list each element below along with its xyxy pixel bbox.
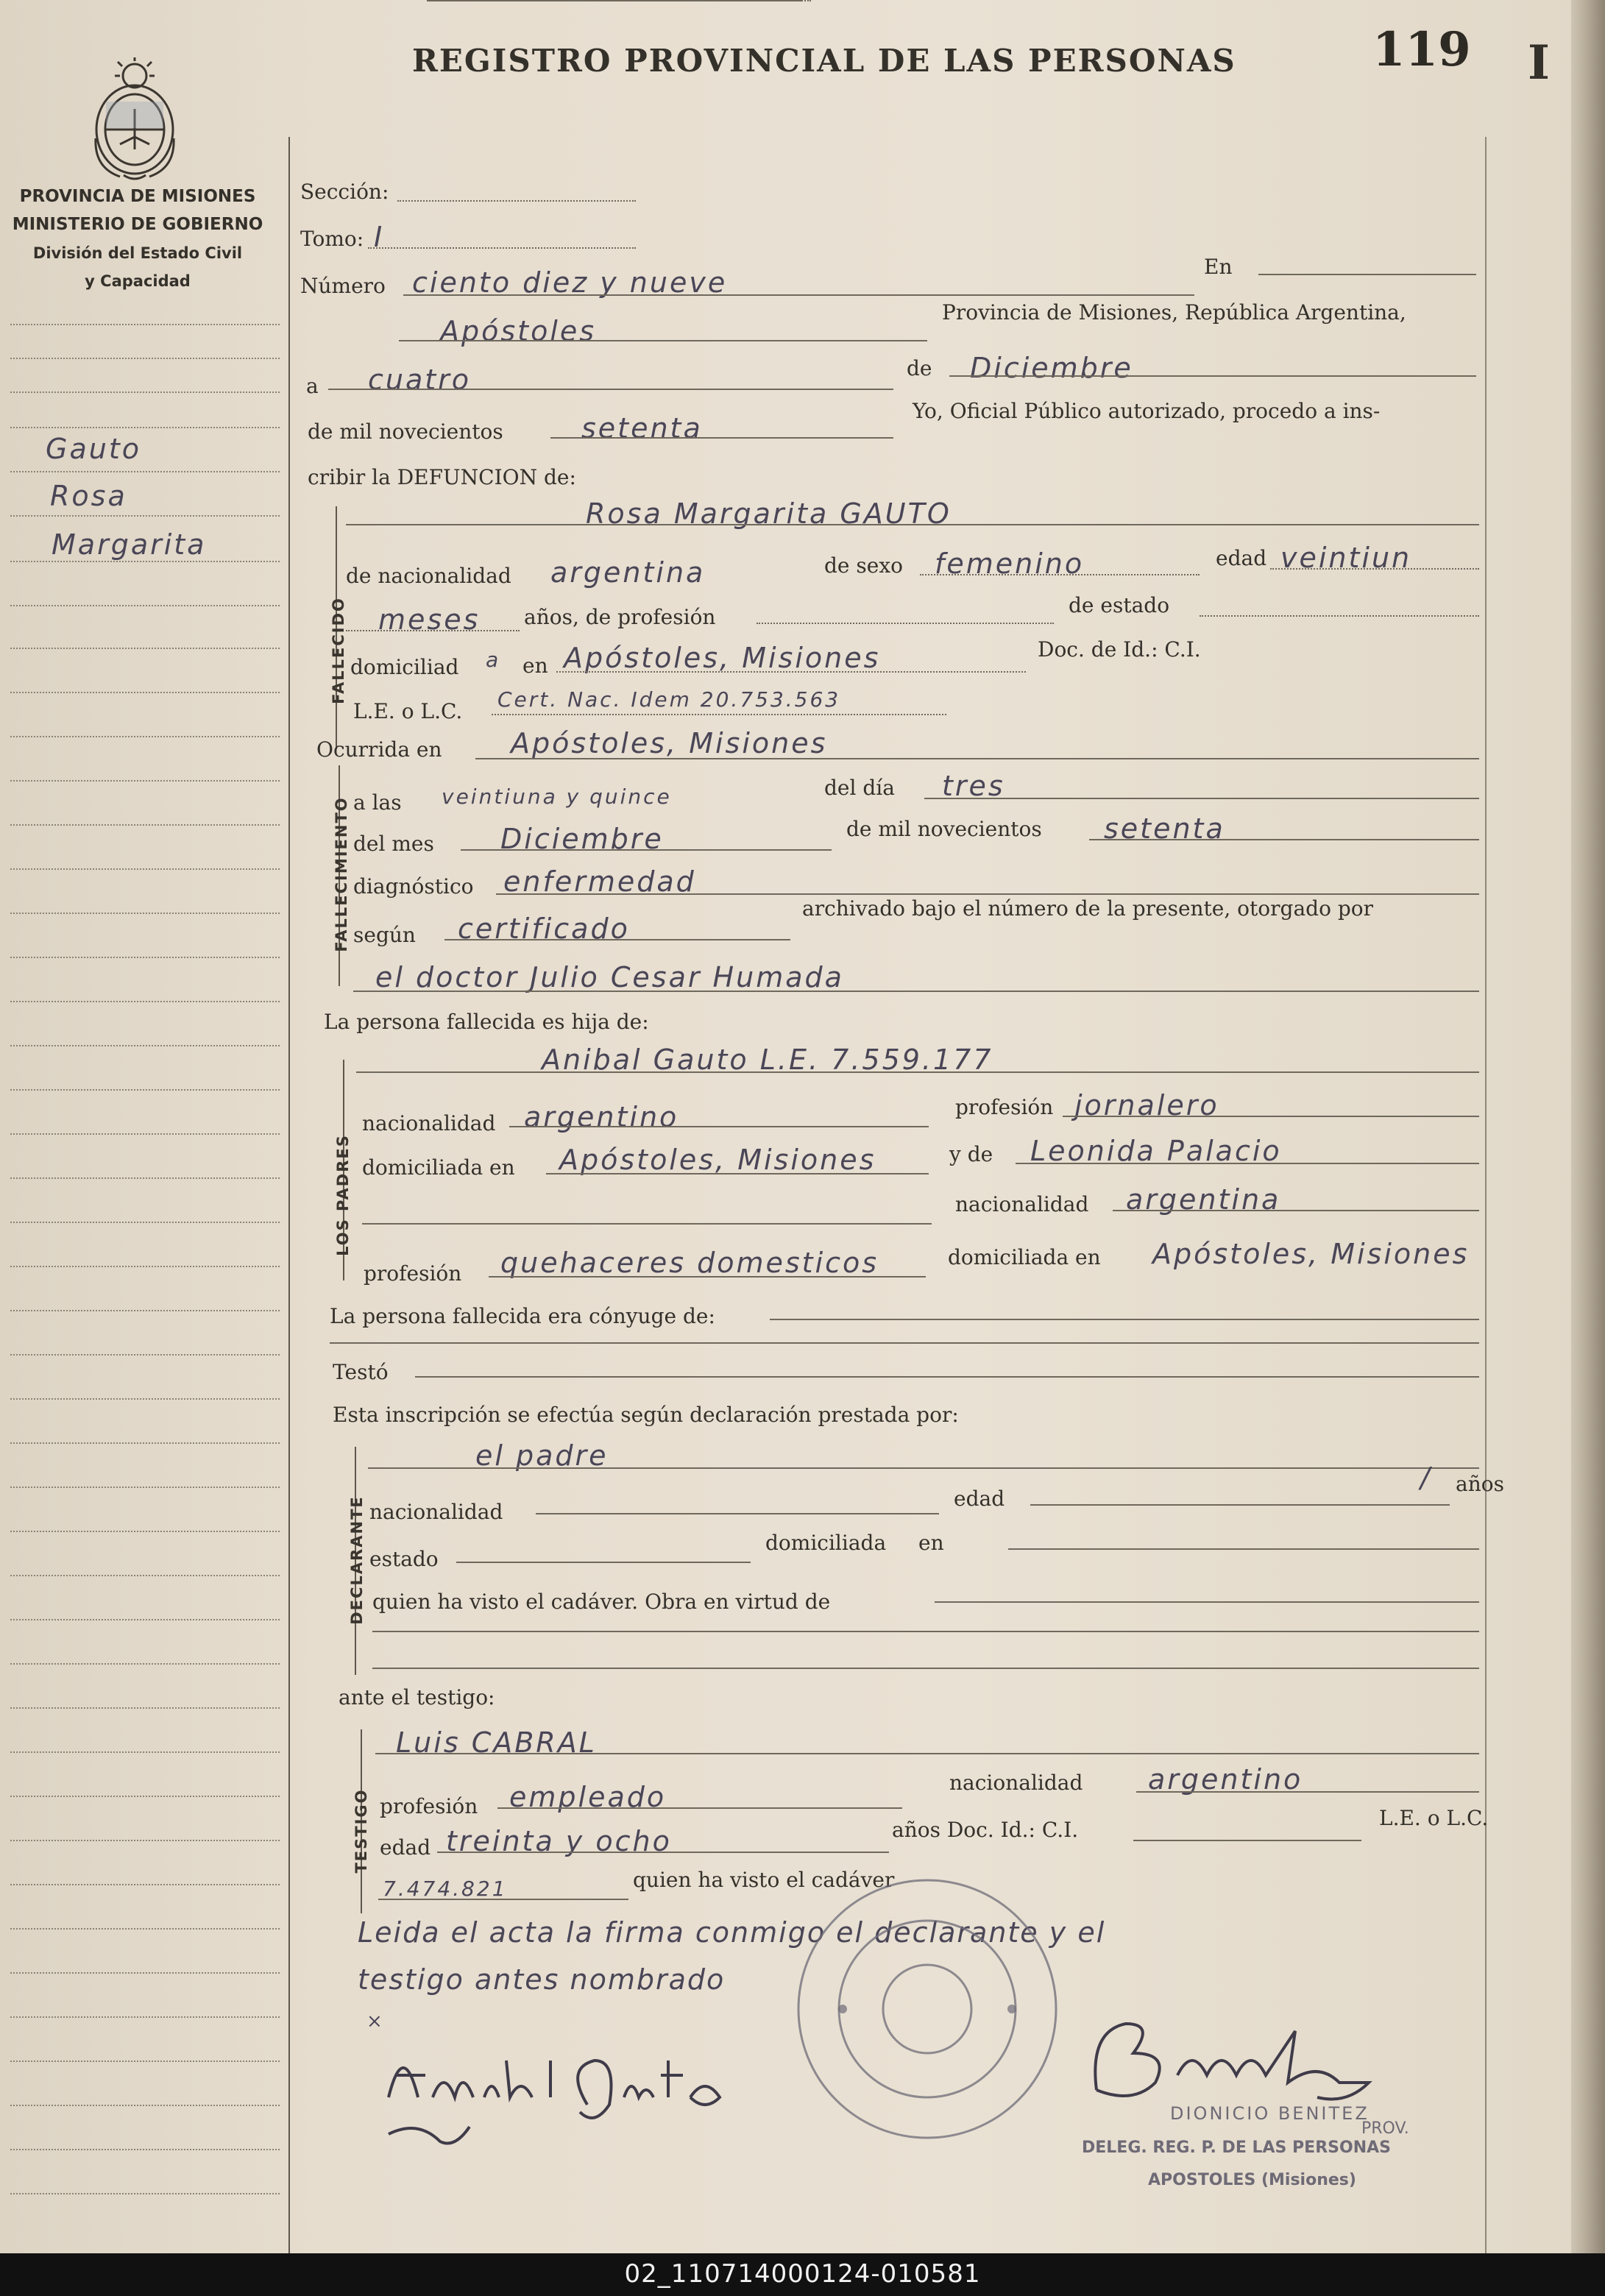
testigo-nacionalidad: argentino: [1148, 1763, 1303, 1796]
fallecido-le-label: L.E. o L.C.: [353, 699, 463, 723]
declarante-visto-text: quien ha visto el cadáver. Obra en virtud de: [372, 1590, 831, 1614]
fallecido-domiciliado-label: domiciliad: [350, 655, 459, 679]
seccion-label: Sección:: [300, 180, 389, 204]
fallecido-sexo: femenino: [935, 548, 1085, 580]
ministry-header: MINISTERIO DE GOBIERNO: [12, 215, 263, 234]
declarante-domiciliada-label: domiciliada: [765, 1531, 887, 1555]
dia-value: tres: [942, 770, 1005, 802]
madre-profesion: quehaceres domesticos: [500, 1247, 879, 1279]
diagnostico-label: diagnóstico: [353, 874, 474, 899]
closing-text-line2: testigo antes nombrado: [358, 1963, 726, 1996]
testigo-le-label: L.E. o L.C.: [1379, 1806, 1489, 1830]
conyuge-label: La persona fallecida era cónyuge de:: [330, 1304, 715, 1328]
declarante-edad-value: /: [1420, 1461, 1432, 1494]
madre-y-de-label: y de: [949, 1142, 993, 1166]
signature-mark: ×: [366, 2010, 383, 2033]
testigo-nombre: Luis CABRAL: [396, 1726, 597, 1759]
official-seal: [787, 1869, 1067, 2149]
stamp-prov: PROV.: [1361, 2119, 1409, 2138]
hora-label: a las: [353, 790, 402, 815]
numero-label: Número: [300, 274, 386, 298]
archivado-text: archivado bajo el número de la presente, otorgado por: [802, 896, 1373, 921]
madre-nacionalidad: argentina: [1126, 1183, 1281, 1216]
fallecido-section-label: FALLECIDO: [330, 597, 347, 704]
testigo-section-label: TESTIGO: [352, 1788, 370, 1874]
declarante-signature-drawing: [374, 2016, 757, 2164]
dia-value: cuatro: [368, 364, 472, 396]
page-binding-edge: [1571, 0, 1605, 2253]
madre-domicilio: Apóstoles, Misiones: [1152, 1238, 1470, 1270]
a-label: a: [306, 374, 319, 398]
capacity-header: y Capacidad: [85, 272, 191, 290]
folio-number: 119: [1372, 22, 1471, 77]
fallecimiento-section-label: FALLECIMIENTO: [333, 796, 350, 952]
declaracion-intro: Esta inscripción se efectúa según declaración prestada por:: [333, 1403, 959, 1427]
madre-nacionalidad-label: nacionalidad: [955, 1192, 1089, 1216]
mes-label: del mes: [353, 832, 434, 856]
padre-profesion-label: profesión: [955, 1095, 1054, 1119]
provincia-text: Provincia de Misiones, República Argentina,: [942, 300, 1406, 325]
closing-text-line1: Leida el acta la firma conmigo el declarante y el: [358, 1916, 1106, 1949]
numero-value: ciento diez y nueve: [412, 266, 728, 299]
testigo-anios-doc-label: años Doc. Id.: C.I.: [892, 1818, 1079, 1842]
lugar-value: Apóstoles: [440, 315, 597, 347]
fallecido-edad-label: edad: [1216, 546, 1267, 570]
padres-section-label: LOS PADRES: [334, 1134, 352, 1256]
province-header: PROVINCIA DE MISIONES: [19, 187, 256, 206]
hora-value: veintiuna y quince: [442, 784, 672, 809]
fallecido-domiciliado-suffix: a: [486, 648, 501, 672]
mes-value: Diciembre: [970, 352, 1133, 384]
ocurrida-value: Apóstoles, Misiones: [511, 727, 828, 759]
testigo-nacionalidad-label: nacionalidad: [949, 1771, 1083, 1795]
inscribir-text: cribir la DEFUNCION de:: [308, 465, 576, 489]
fallecido-estado-label: de estado: [1069, 593, 1170, 617]
testigo-profesion-label: profesión: [380, 1794, 478, 1818]
anio-value: setenta: [581, 412, 703, 444]
segun-label: según: [353, 923, 416, 947]
testigo-visto-label: quien ha visto el cadáver: [633, 1868, 895, 1892]
file-identifier: 02_110714000124-010581: [624, 2259, 981, 2289]
fallecido-nombre: Rosa Margarita GAUTO: [586, 497, 952, 530]
declarante-nacionalidad-label: nacionalidad: [369, 1500, 503, 1524]
padre-domiciliada-label: domiciliada en: [362, 1155, 515, 1180]
tomo-value: I: [374, 221, 385, 253]
declarante-edad-label: edad: [954, 1487, 1005, 1511]
coat-of-arms-emblem: [79, 57, 190, 183]
testigo-edad: treinta y ocho: [446, 1825, 672, 1857]
fallecimiento-anio-label: de mil novecientos: [846, 817, 1042, 841]
declarante-estado-label: estado: [369, 1547, 439, 1571]
mes-value: Diciembre: [500, 823, 664, 855]
fallecido-edad: veintiun: [1280, 542, 1412, 574]
fallecido-sexo-label: de sexo: [824, 553, 903, 578]
stamp-name: DIONICIO BENITEZ: [1170, 2103, 1370, 2124]
oficial-text: Yo, Oficial Público autorizado, procedo a ins-: [913, 399, 1381, 423]
padres-intro: La persona fallecida es hija de:: [324, 1010, 649, 1034]
madre-value: Leonida Palacio: [1030, 1135, 1282, 1167]
padre-nacionalidad: argentino: [524, 1101, 679, 1133]
fallecido-nacionalidad-label: de nacionalidad: [346, 564, 511, 588]
division-header: División del Estado Civil: [32, 244, 243, 262]
fallecido-anios-profesion-label: años, de profesión: [524, 605, 716, 629]
testigo-profesion: empleado: [509, 1781, 667, 1813]
anio-prefix: de mil novecientos: [308, 419, 503, 444]
dia-label: del día: [824, 776, 895, 800]
padre-profesion: jornalero: [1074, 1089, 1219, 1122]
margin-surname: Gauto: [46, 433, 141, 465]
padre-domicilio: Apóstoles, Misiones: [559, 1144, 876, 1176]
testigo-le-value: 7.474.821: [383, 1877, 508, 1901]
segun-value: certificado: [458, 913, 630, 945]
folio-mark: I: [1528, 35, 1550, 91]
de-label: de: [907, 356, 932, 380]
padre-value: Anibal Gauto L.E. 7.559.177: [542, 1044, 993, 1076]
fallecimiento-anio-value: setenta: [1104, 812, 1225, 845]
fallecido-le-value: Cert. Nac. Idem 20.753.563: [497, 687, 841, 712]
margin-first-name: Rosa: [50, 480, 127, 512]
madre-profesion-label: profesión: [364, 1261, 462, 1286]
oficial-signature-drawing: [1074, 2002, 1398, 2119]
madre-domiciliada-label: domiciliada en: [948, 1245, 1101, 1269]
diagnostico-value: enfermedad: [503, 865, 696, 898]
fallecido-nacionalidad: argentina: [550, 556, 706, 589]
medico-value: el doctor Julio Cesar Humada: [375, 961, 844, 993]
testigo-intro: ante el testigo:: [339, 1685, 495, 1709]
testigo-edad-label: edad: [380, 1835, 431, 1860]
declarante-en-label: en: [918, 1531, 944, 1555]
declarante-section-label: DECLARANTE: [348, 1495, 366, 1625]
tomo-label: Tomo:: [300, 227, 364, 251]
declarante-anios-label: años: [1456, 1472, 1504, 1496]
en-label: En: [1204, 255, 1233, 279]
testo-label: Testó: [333, 1360, 389, 1384]
page-title: REGISTRO PROVINCIAL DE LAS PERSONAS: [412, 43, 1236, 79]
stamp-office: DELEG. REG. P. DE LAS PERSONAS: [1082, 2139, 1391, 2157]
fallecido-en-label: en: [522, 653, 548, 678]
fallecido-domicilio: Apóstoles, Misiones: [564, 642, 881, 674]
declarante-nombre: el padre: [475, 1439, 609, 1472]
ocurrida-label: Ocurrida en: [316, 737, 442, 762]
fallecido-edad-meses: meses: [378, 603, 481, 636]
fallecido-doc-label: Doc. de Id.: C.I.: [1038, 637, 1201, 662]
padre-nacionalidad-label: nacionalidad: [362, 1111, 496, 1135]
stamp-location: APOSTOLES (Misiones): [1148, 2171, 1356, 2189]
margin-middle-name: Margarita: [52, 528, 207, 561]
